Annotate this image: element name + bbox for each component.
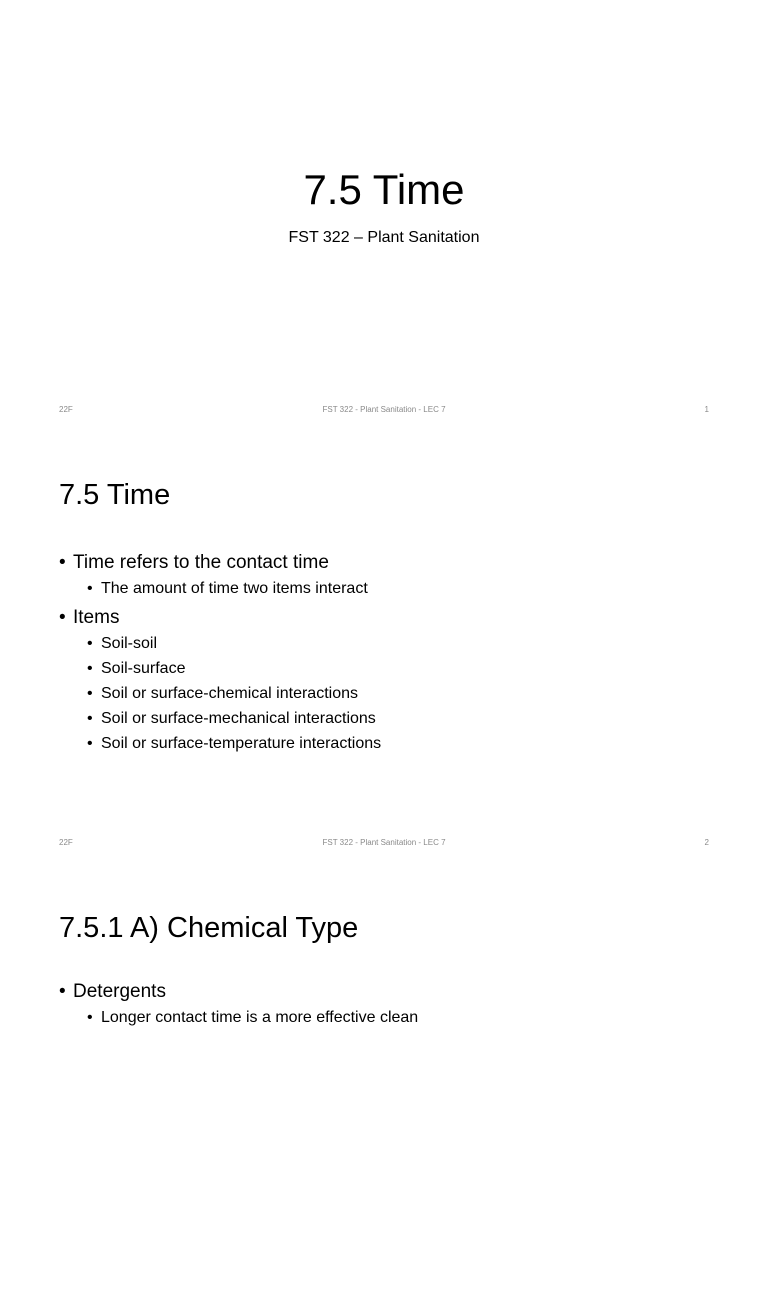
slide-footer (0, 405, 768, 419)
footer-term: 22F (59, 405, 73, 414)
footer-slide-number: 1 (704, 405, 709, 414)
footer-term: 22F (59, 838, 73, 847)
slide-2 (0, 433, 768, 865)
slide-subtitle: FST 322 – Plant Sanitation (288, 229, 480, 246)
footer-course: FST 322 - Plant Sanitation - LEC 7 (322, 405, 446, 414)
bullet-item (59, 605, 699, 756)
sub-bullet-list (87, 631, 699, 756)
bullet-item (59, 550, 699, 601)
bullet-text: Time refers to the contact time (73, 552, 329, 573)
bullet-list (59, 550, 699, 760)
bullet-list (59, 979, 699, 1034)
sub-bullet-item: • Soil or surface-mechanical interactions (87, 706, 699, 731)
slide-title: 7.5 Time (303, 166, 465, 213)
slide-1 (0, 0, 768, 432)
sub-bullet-item: • Longer contact time is a more effective clean (87, 1005, 699, 1030)
sub-bullet-list (87, 576, 699, 601)
footer-slide-number: 2 (704, 838, 709, 847)
sub-bullet-item: • Soil or surface-chemical interactions (87, 681, 699, 706)
slide-footer (0, 838, 768, 852)
bullet-text: Detergents (73, 981, 166, 1002)
bullet-item (59, 979, 699, 1030)
sub-bullet-item: • Soil-surface (87, 656, 699, 681)
slide-heading: 7.5 Time (59, 479, 171, 511)
slide-heading: 7.5.1 A) Chemical Type (59, 912, 359, 944)
sub-bullet-item: • Soil or surface-temperature interactions (87, 731, 699, 756)
footer-course: FST 322 - Plant Sanitation - LEC 7 (322, 838, 446, 847)
slide-3 (0, 866, 768, 1298)
bullet-text: Items (73, 607, 120, 628)
sub-bullet-list (87, 1005, 699, 1030)
sub-bullet-item: • Soil-soil (87, 631, 699, 656)
sub-bullet-item: • The amount of time two items interact (87, 576, 699, 601)
